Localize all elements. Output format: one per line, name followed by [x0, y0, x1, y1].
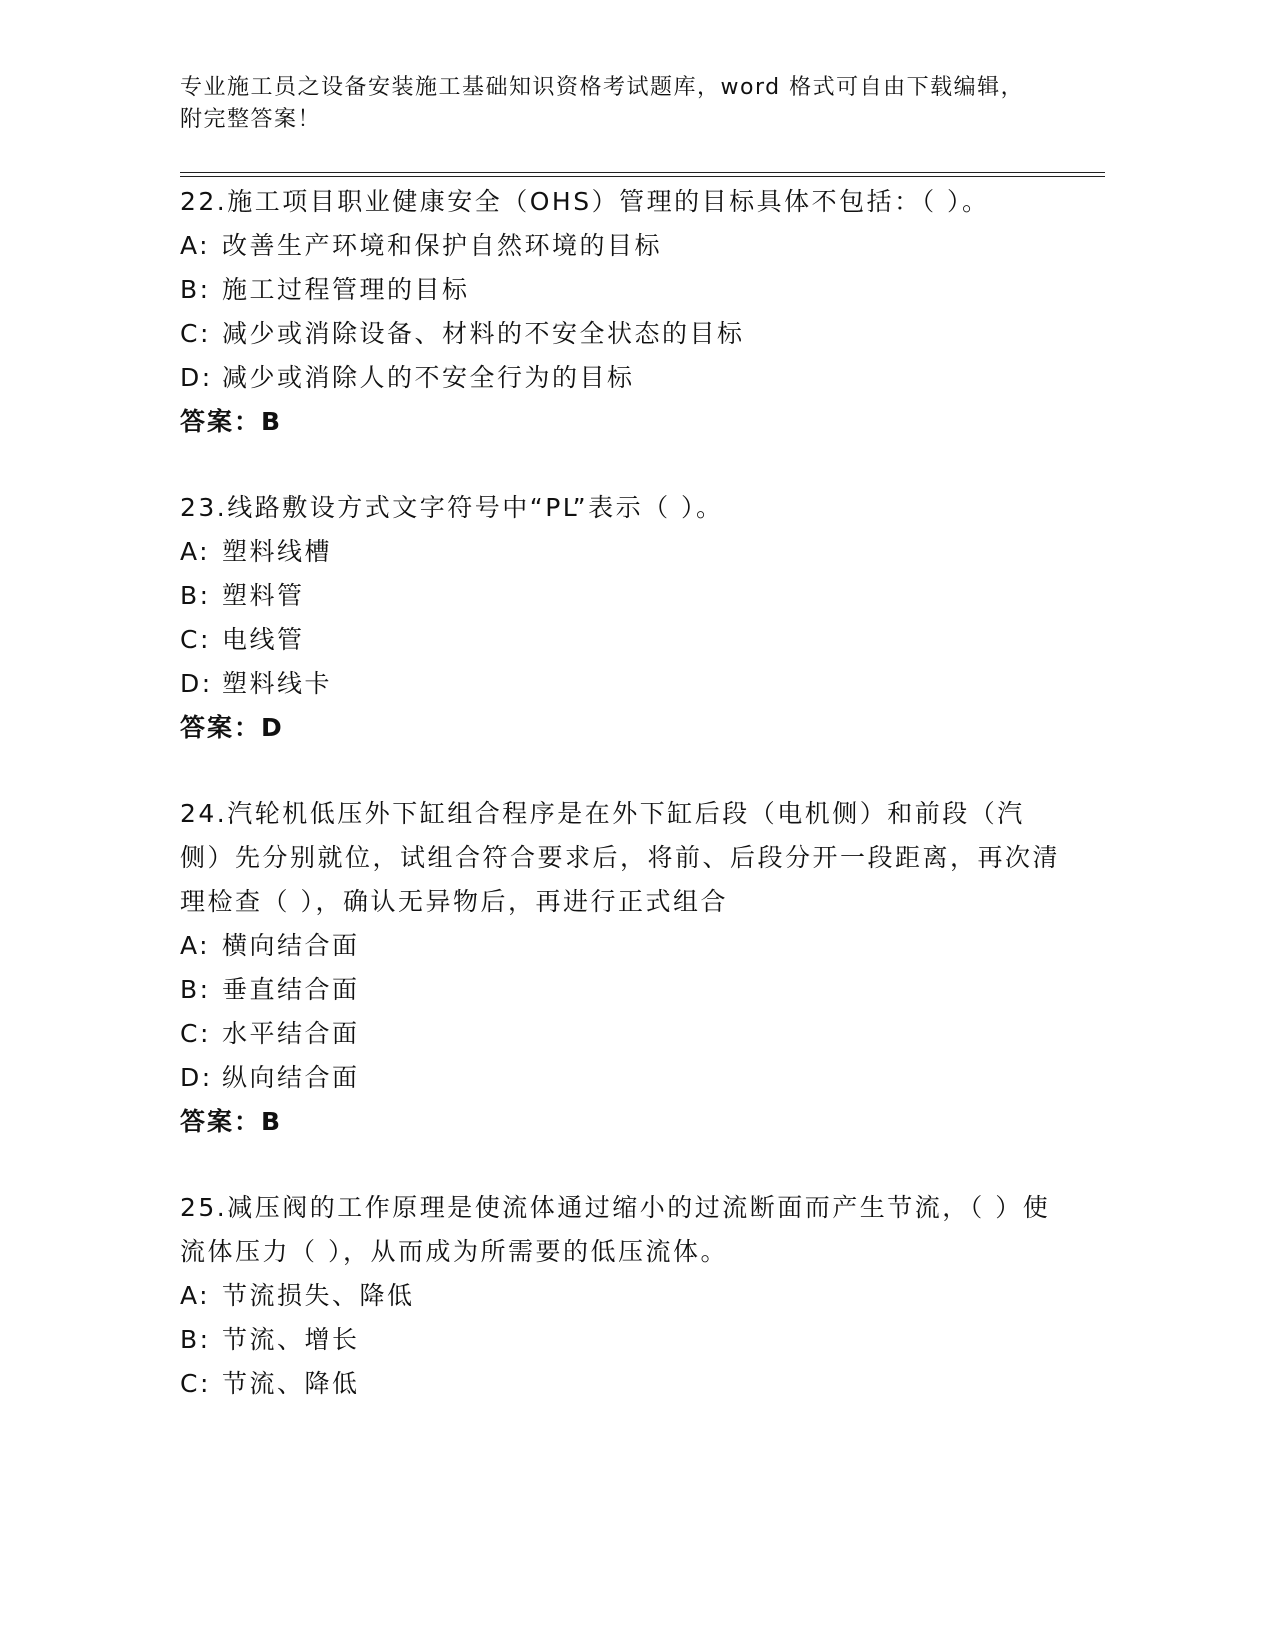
option-text: 塑料管 — [222, 581, 305, 610]
option-text: 节流损失、降低 — [222, 1281, 415, 1310]
option-b — [180, 268, 1060, 312]
question-23 — [180, 486, 1060, 750]
option-a — [180, 530, 1060, 574]
document-header — [180, 72, 1080, 136]
option-key: A: — [180, 231, 211, 260]
option-key: B: — [180, 581, 211, 610]
option-text: 节流、增长 — [222, 1325, 360, 1354]
option-c — [180, 312, 1060, 356]
option-d — [180, 356, 1060, 400]
option-key: A: — [180, 1281, 211, 1310]
option-text: 塑料线槽 — [222, 537, 333, 566]
question-text: 23.线路敷设方式文字符号中“PL”表示（ ）。 — [180, 493, 724, 522]
option-text: 纵向结合面 — [222, 1063, 360, 1092]
answer-line: 答案：B — [180, 1107, 283, 1136]
option-a — [180, 1274, 1060, 1318]
option-key: D: — [180, 363, 213, 392]
option-c — [180, 1012, 1060, 1056]
option-a — [180, 924, 1060, 968]
option-b — [180, 574, 1060, 618]
option-text: 减少或消除人的不安全行为的目标 — [222, 363, 635, 392]
question-list — [180, 180, 1060, 1448]
option-key: B: — [180, 1325, 211, 1354]
header-line-1: 专业施工员之设备安装施工基础知识资格考试题库，word 格式可自由下载编辑， — [180, 75, 1025, 100]
option-key: B: — [180, 275, 211, 304]
option-text: 减少或消除设备、材料的不安全状态的目标 — [222, 319, 745, 348]
option-c — [180, 618, 1060, 662]
answer-line: 答案：D — [180, 713, 284, 742]
option-key: C: — [180, 319, 211, 348]
option-text: 塑料线卡 — [222, 669, 333, 698]
answer-line: 答案：B — [180, 407, 283, 436]
question-text: 24.汽轮机低压外下缸组合程序是在外下缸后段（电机侧）和前段（汽侧）先分别就位，试组合符合要求后，将前、后段分开一段距离，再次清理检查（ ），确认无异物后，再进行正式组合 — [180, 799, 1061, 916]
option-b — [180, 1318, 1060, 1362]
question-25 — [180, 1186, 1060, 1406]
option-d — [180, 1056, 1060, 1100]
option-a — [180, 224, 1060, 268]
option-key: A: — [180, 931, 211, 960]
question-22 — [180, 180, 1060, 444]
option-key: B: — [180, 975, 211, 1004]
option-text: 改善生产环境和保护自然环境的目标 — [222, 231, 663, 260]
option-key: C: — [180, 1019, 211, 1048]
option-key: A: — [180, 537, 211, 566]
option-key: C: — [180, 1369, 211, 1398]
option-text: 电线管 — [222, 625, 305, 654]
header-line-2: 附完整答案！ — [180, 107, 322, 132]
option-text: 水平结合面 — [222, 1019, 360, 1048]
question-text: 22.施工项目职业健康安全（OHS）管理的目标具体不包括：（ ）。 — [180, 187, 990, 216]
option-text: 施工过程管理的目标 — [222, 275, 470, 304]
option-text: 横向结合面 — [222, 931, 360, 960]
option-key: D: — [180, 1063, 213, 1092]
question-24 — [180, 792, 1060, 1144]
header-divider — [180, 172, 1105, 177]
option-d — [180, 662, 1060, 706]
option-b — [180, 968, 1060, 1012]
option-text: 垂直结合面 — [222, 975, 360, 1004]
option-key: D: — [180, 669, 213, 698]
option-c — [180, 1362, 1060, 1406]
option-key: C: — [180, 625, 211, 654]
question-text: 25.减压阀的工作原理是使流体通过缩小的过流断面而产生节流，（ ）使流体压力（ ），从而成为所需要的低压流体。 — [180, 1193, 1051, 1266]
option-text: 节流、降低 — [222, 1369, 360, 1398]
